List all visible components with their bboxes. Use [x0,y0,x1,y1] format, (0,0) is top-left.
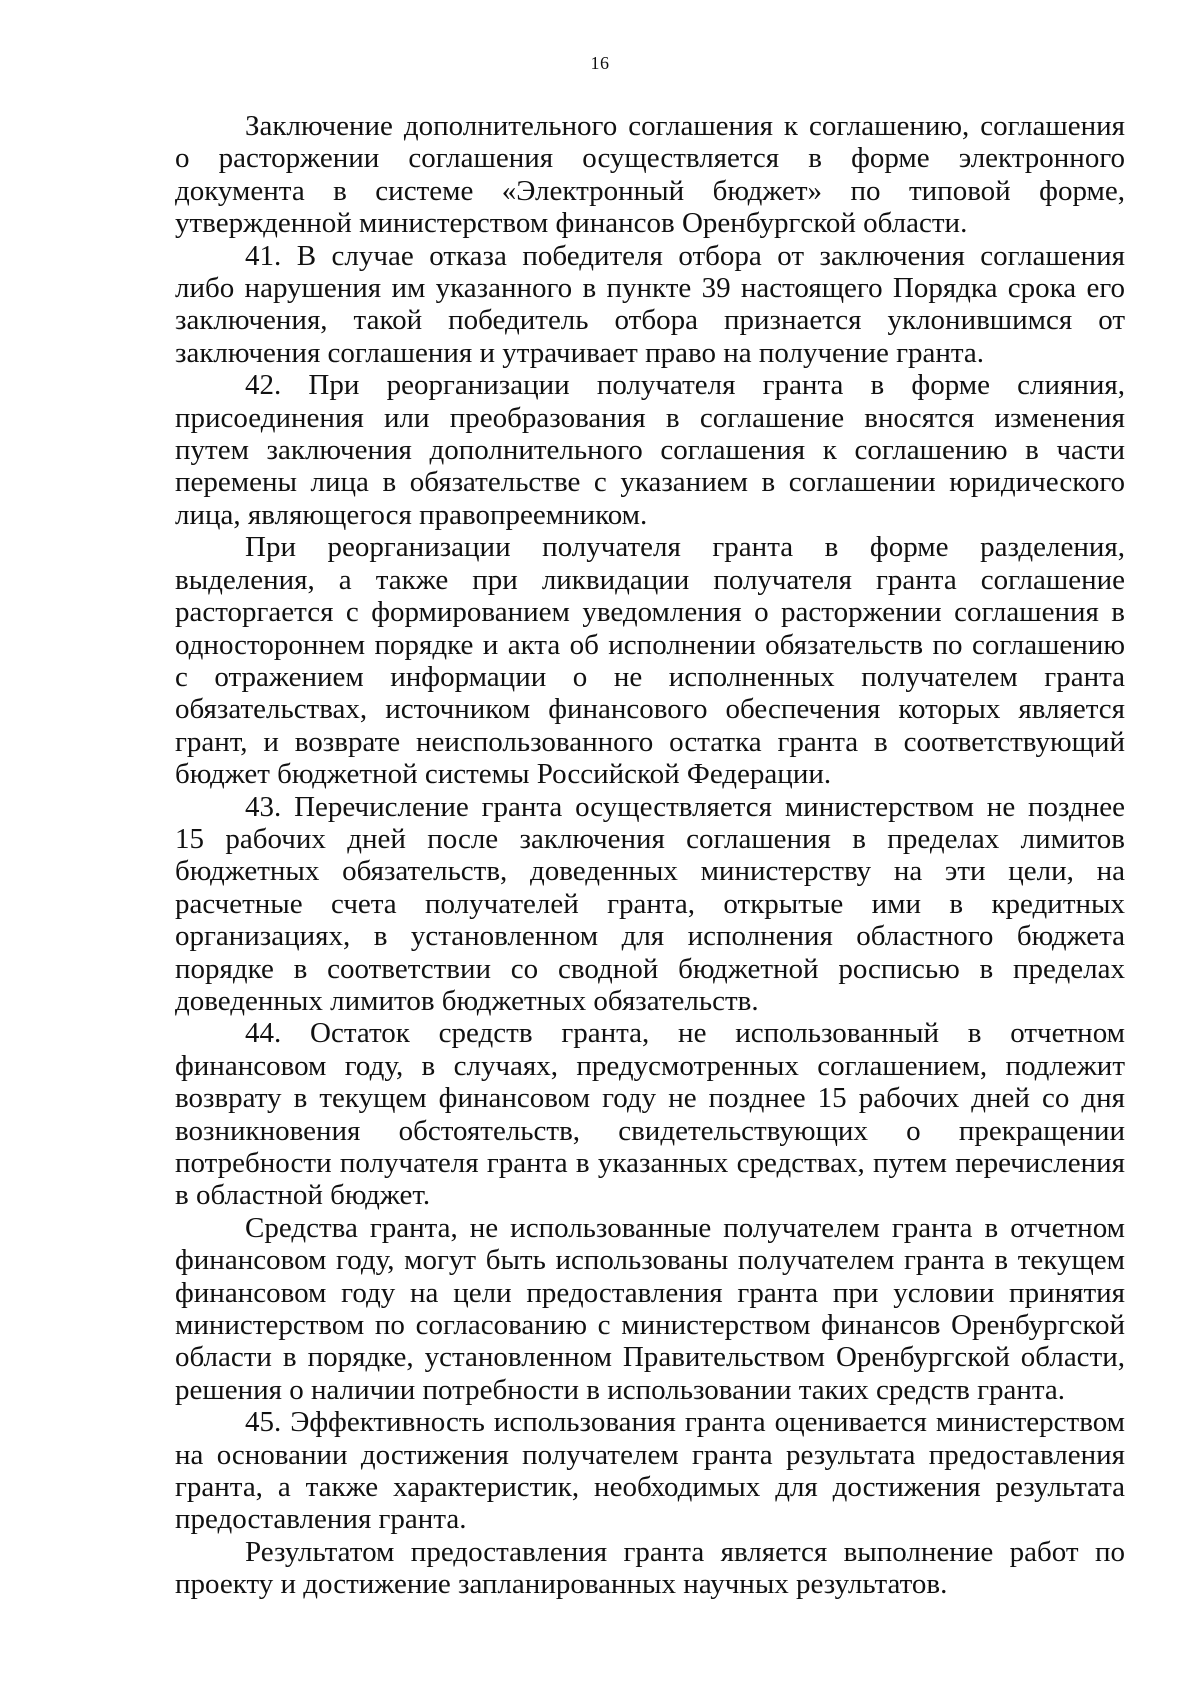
paragraph-clause-43: 43. Перечисление гранта осуществляется министерством не позднее 15 рабочих дней после заключения соглашения в пределах лимитов бюджетных обязательств, доведенных министерству на эти цели, на расчетные счета получателей гранта, открытые ими в кредитных организациях, в установленном для исполнения областного бюджета порядке в соответствии со сводной бюджетной росписью в пределах доведенных лимитов бюджетных обязательств. [175,790,1125,1017]
paragraph-unused-funds: Средства гранта, не использованные получателем гранта в отчетном финансовом году, могут быть использованы получателем гранта в текущем финансовом году на цели предоставления гранта при условии принятия министерством по согласованию с министерством финансов Оренбургской области в порядке, установленном Правительством Оренбургской области, решения о наличии потребности в использовании таких средств гранта. [175,1211,1125,1406]
paragraph-grant-result: Результатом предоставления гранта является выполнение работ по проекту и достижение запланированных научных результатов. [175,1535,1125,1601]
paragraph-clause-41: 41. В случае отказа победителя отбора от заключения соглашения либо нарушения им указанного в пункте 39 настоящего Порядка срока его заключения, такой победитель отбора признается уклонившимся от заключения соглашения и утрачивает право на получение гранта. [175,239,1125,369]
page-number: 16 [590,53,610,73]
paragraph-clause-44: 44. Остаток средств гранта, не использованный в отчетном финансовом году, в случаях, предусмотренных соглашением, подлежит возврату в текущем финансовом году не позднее 15 рабочих дней со дня возникновения обстоятельств, свидетельствующих о прекращении потребности получателя гранта в указанных средствах, путем перечисления в областной бюджет. [175,1017,1125,1212]
paragraph-clause-42: 42. При реорганизации получателя гранта в форме слияния, присоединения или преобразования в соглашение вносятся изменения путем заключения дополнительного соглашения к соглашению в части перемены лица в обязательстве с указанием в соглашении юридического лица, являющегося правопреемником. [175,369,1125,531]
paragraph-clause-45: 45. Эффективность использования гранта оценивается министерством на основании достижения получателем гранта результата предоставления гранта, а также характеристик, необходимых для достижения результата предоставления гранта. [175,1406,1125,1536]
paragraph-reorganization: При реорганизации получателя гранта в форме разделения, выделения, а также при ликвидации получателя гранта соглашение расторгается с формированием уведомления о расторжении соглашения в одностороннем порядке и акта об исполнении обязательств по соглашению с отражением информации о не исполненных получателем гранта обязательствах, источником финансового обеспечения которых является грант, и возврате неиспользованного остатка гранта в соответствующий бюджет бюджетной системы Российской Федерации. [175,531,1125,791]
document-body [175,110,1125,1601]
paragraph-agreement-form: Заключение дополнительного соглашения к соглашению, соглашения о расторжении соглашения осуществляется в форме электронного документа в системе «Электронный бюджет» по типовой форме, утвержденной министерством финансов Оренбургской области. [175,110,1125,240]
